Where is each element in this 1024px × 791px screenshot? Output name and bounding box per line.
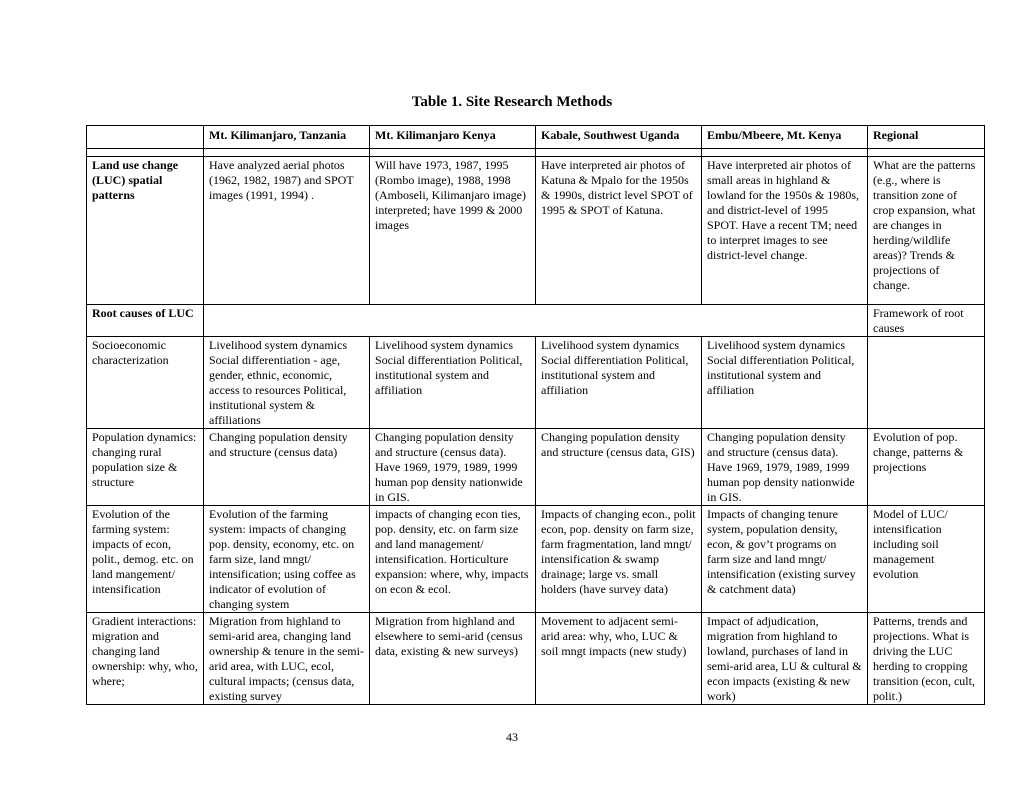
table-cell: Evolution of the farming system: impacts of changing pop. density, economy, etc. on farm size, land mngt/ intensification; using coffee as indicator of evolution of changing system [204, 506, 370, 613]
table-cell: Livelihood system dynamics Social differentiation Political, institutional system and affiliation [370, 337, 536, 429]
spacer-cell [87, 149, 204, 157]
header-cell-embu: Embu/Mbeere, Mt. Kenya [702, 126, 868, 149]
row-label: Root causes of LUC [87, 305, 204, 337]
table-row-gradient [87, 613, 985, 705]
row-label: Population dynamics: changing rural population size & structure [87, 429, 204, 506]
table-cell: Livelihood system dynamics Social differentiation - age, gender, ethnic, economic, access to resources Political, institutional system & affiliations [204, 337, 370, 429]
table-cell: Have interpreted air photos of small areas in highland & lowland for the 1950s & 1980s, and district-level of 1995 SPOT. Have a recent TM; need to interpret images to see district-level change. [702, 157, 868, 305]
header-cell-tanzania: Mt. Kilimanjaro, Tanzania [204, 126, 370, 149]
table-cell: Impacts of changing tenure system, population density, econ, & gov’t programs on farm size and land mngt/ intensification (existing survey & catchment data) [702, 506, 868, 613]
table-cell: Migration from highland to semi-arid area, changing land ownership & tenure in the semi-arid area, with LUC, ecol, cultural impacts; (census data, existing survey [204, 613, 370, 705]
header-cell-regional: Regional [868, 126, 985, 149]
table-cell: Livelihood system dynamics Social differentiation Political, institutional system and affiliation [702, 337, 868, 429]
spacer-cell [868, 149, 985, 157]
table-header-row [87, 126, 985, 149]
table-spacer-row [87, 149, 985, 157]
table-cell: Impacts of changing econ., polit econ, pop. density on farm size, farm fragmentation, land mngt/ intensification & swamp drainage; large vs. small holders (have survey data) [536, 506, 702, 613]
table-cell: Impact of adjudication, migration from highland to lowland, purchases of land in semi-arid area, LU & cultural & econ impacts (existing & new work) [702, 613, 868, 705]
table-row-land-use [87, 157, 985, 305]
table-cell: Changing population density and structure (census data, GIS) [536, 429, 702, 506]
table-cell: Movement to adjacent semi-arid area: why, who, LUC & soil mngt impacts (new study) [536, 613, 702, 705]
row-label: Evolution of the farming system: impacts of econ, polit., demog. etc. on land mangement/ intensification [87, 506, 204, 613]
row-label: Socioeconomic characterization [87, 337, 204, 429]
spacer-cell [204, 149, 370, 157]
table-row-socioeconomic [87, 337, 985, 429]
spacer-cell [536, 149, 702, 157]
table-cell: Livelihood system dynamics Social differentiation Political, institutional system and affiliation [536, 337, 702, 429]
table-row-root-causes [87, 305, 985, 337]
table-cell: Evolution of pop. change, patterns & projections [868, 429, 985, 506]
table-row-farming-system [87, 506, 985, 613]
row-label: Land use change (LUC) spatial patterns [87, 157, 204, 305]
table-cell: What are the patterns (e.g., where is transition zone of crop expansion, what are changes in herding/wildlife areas)? Trends & projections of change. [868, 157, 985, 305]
table-cell: Framework of root causes [868, 305, 985, 337]
table-cell: Have interpreted air photos of Katuna & Mpalo for the 1950s & 1990s, district level SPOT of 1995 & SPOT of Katuna. [536, 157, 702, 305]
page-number: 43 [506, 730, 518, 744]
table-cell-merged [204, 305, 868, 337]
header-cell-empty [87, 126, 204, 149]
header-cell-uganda: Kabale, Southwest Uganda [536, 126, 702, 149]
table-cell: Changing population density and structure (census data) [204, 429, 370, 506]
table-row-population [87, 429, 985, 506]
spacer-cell [702, 149, 868, 157]
table-cell: Model of LUC/ intensification including soil management evolution [868, 506, 985, 613]
table-cell [868, 337, 985, 429]
row-label: Gradient interactions: migration and changing land ownership: why, who, where; [87, 613, 204, 705]
table-cell: Migration from highland and elsewhere to semi-arid (census data, existing & new surveys) [370, 613, 536, 705]
spacer-cell [370, 149, 536, 157]
table-cell: Changing population density and structure (census data). Have 1969, 1979, 1989, 1999 human pop density nationwide in GIS. [370, 429, 536, 506]
table-cell: impacts of changing econ ties, pop. density, etc. on farm size and land management/ intensification. Horticulture expansion: where, why, impacts on econ & ecol. [370, 506, 536, 613]
site-research-methods-table [86, 125, 985, 705]
table-cell: Have analyzed aerial photos (1962, 1982, 1987) and SPOT images (1991, 1994) . [204, 157, 370, 305]
header-cell-kenya: Mt. Kilimanjaro Kenya [370, 126, 536, 149]
table-cell: Will have 1973, 1987, 1995 (Rombo image), 1988, 1998 (Amboseli, Kilimanjaro image) interpreted; have 1999 & 2000 images [370, 157, 536, 305]
table-cell: Changing population density and structure (census data). Have 1969, 1979, 1989, 1999 human pop density nationwide in GIS. [702, 429, 868, 506]
page-title: Table 1. Site Research Methods [411, 94, 613, 110]
table-cell: Patterns, trends and projections. What is driving the LUC herding to cropping transition (econ, cult, polit.) [868, 613, 985, 705]
